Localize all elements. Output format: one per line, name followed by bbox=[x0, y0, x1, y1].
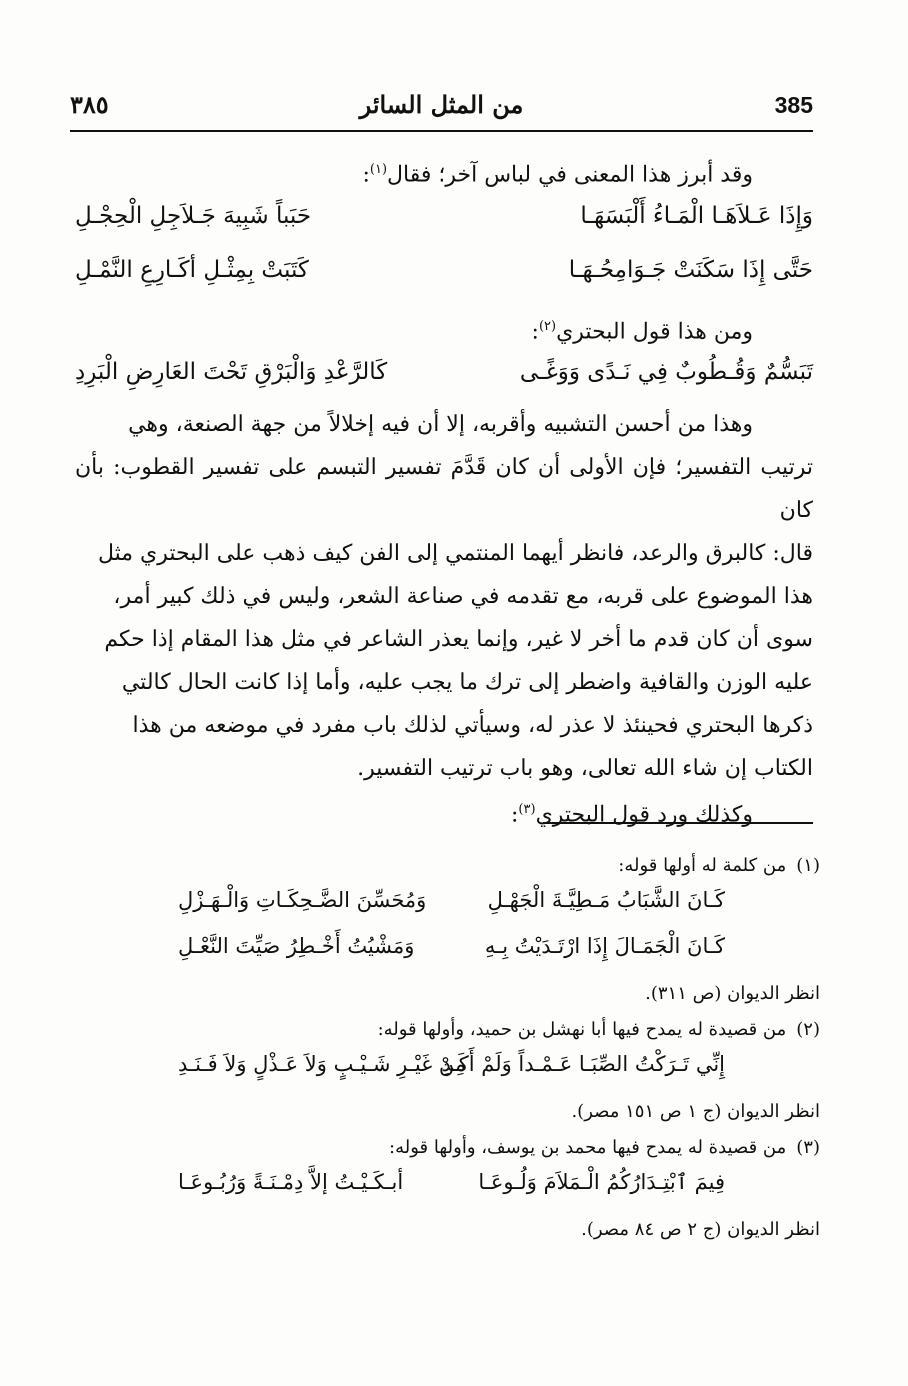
footnotes bbox=[88, 848, 820, 1248]
hemistich-first: كَـانَ الشَّبَابُ مَـطِيَّـةَ الْجَهْـلِ bbox=[487, 888, 725, 912]
hemistich-second: كَتَبَتْ بِمِثْـلِ أكَـارِعِ النَّمْـلِ bbox=[75, 257, 309, 284]
footnote-2: (٢)من قصيدة له يمدح فيها أبا نهشل بن حميد، وأولها قوله: bbox=[88, 1012, 820, 1048]
hemistich-second: كَالرَّعْدِ وَالْبَرْقِ تَحْتَ العَارِضِ الْبَرِدِ bbox=[75, 358, 388, 385]
prose-line: وهذا من أحسن التشبيه وأقربه، إلا أن فيه إخلالاً من جهة الصنعة، وهي bbox=[128, 411, 753, 437]
footnote-marker-1[interactable]: (١) bbox=[369, 162, 388, 177]
hemistich-second: وَمُحَسِّنَ الضَّـحِكَـاتِ وَالْـهَـزْلِ bbox=[178, 888, 427, 912]
footnote-3: (٣)من قصيدة له يمدح فيها محمد بن يوسف، وأولها قوله: bbox=[88, 1130, 820, 1166]
prose-line: الكتاب إن شاء الله تعالى، وهو باب ترتيب التفسير. bbox=[357, 755, 813, 781]
prose-line: هذا الموضوع على قربه، مع تقدمه في صناعة الشعر، وليس في ذلك كبير أمر، bbox=[113, 583, 813, 609]
footnote-marker-3[interactable]: (٣) bbox=[518, 801, 536, 817]
footnote-1-verse-b bbox=[88, 930, 820, 976]
page-header bbox=[70, 88, 813, 128]
prose-line: سوى أن كان قدم ما أخر لا غير، وإنما يعذر الشاعر في مثل هذا المقام إذا حكم bbox=[104, 626, 813, 652]
hemistich-first: تَبَسُّمٌ وَقُـطُوبٌ فِي نَـدًى وَوَغًـى bbox=[519, 358, 813, 385]
footnote-1: (١)من كلمة له أولها قوله: bbox=[88, 848, 820, 884]
prose-paragraph bbox=[75, 403, 813, 790]
header-rule bbox=[70, 130, 813, 132]
footnote-2-verse bbox=[88, 1048, 820, 1094]
footnote-number: (٢) bbox=[796, 1019, 820, 1040]
prose-line: عليه الوزن والقافية واضطر إلى ترك ما يجب عليه، وأما إذا كانت الحال كالتي bbox=[121, 669, 813, 695]
footnote-marker-2[interactable]: (٢) bbox=[538, 319, 557, 335]
footnote-number: (٣) bbox=[796, 1137, 820, 1158]
footnote-number: (١) bbox=[796, 855, 820, 876]
verse-1 bbox=[75, 203, 813, 245]
page-number-arabic: ٣٨٥ bbox=[70, 90, 109, 119]
intro-line-3: وكذلك ورد قول البحتري$^{(٣)}$: bbox=[511, 801, 753, 827]
running-title: من المثل السائر bbox=[359, 90, 524, 119]
prose-line: ترتيب التفسير؛ فإن الأولى أن كان قَدَّمَ تفسير التبسم على تفسير القطوب: بأن كان bbox=[75, 454, 813, 523]
intro-line-2: ومن هذا قول البحتري$^{(٢)}$: bbox=[531, 319, 753, 345]
footnote-3-verse bbox=[88, 1166, 820, 1212]
verse-3 bbox=[75, 359, 813, 401]
hemistich-first: فِيمَ ٱبْتِـدَارُكُمُ الْـمَلاَمَ وَلُـوعَـا bbox=[478, 1170, 725, 1194]
footnote-1-reference: انظر الديوان (ص ٣١١). bbox=[645, 983, 820, 1004]
footnote-3-reference: انظر الديوان (ج ٢ ص ٨٤ مصر). bbox=[581, 1219, 820, 1240]
hemistich-first: كَـانَ الْجَمَـالَ إِذَا ارْتَـدَيْتُ بِـهِ bbox=[484, 934, 725, 958]
main-text bbox=[75, 150, 813, 835]
hemistich-second: مِنْ غَيْـرِ شَـيْـبٍ وَلاَ عَـذْلٍ وَلاَ فَـنَـدِ bbox=[178, 1052, 467, 1076]
hemistich-second: أبـكَـيْـتُ إلاَّ دِمْـنَـةً وَرُبُـوعَـا bbox=[178, 1170, 404, 1194]
page-number-latin: 385 bbox=[774, 92, 813, 118]
prose-line: قال: كالبرق والرعد، فانظر أيهما المنتمي إلى الفن كيف ذهب على البحتري مثل bbox=[97, 540, 813, 566]
footnote-2-reference: انظر الديوان (ج ١ ص ١٥١ مصر). bbox=[571, 1101, 820, 1122]
hemistich-first: إِنِّي تَـرَكْتُ الصِّبَـا عَـمْـداً وَلَمْ أَكَـدِ bbox=[441, 1052, 725, 1076]
hemistich-second: وَمَشْيُتُ أَخْـطِرُ صَيِّتَ النَّعْـلِ bbox=[178, 934, 415, 958]
prose-line: ذكرها البحتري فحينئذ لا عذر له، وسيأتي لذلك باب مفرد في موضعه من هذا bbox=[132, 712, 813, 738]
footnote-separator bbox=[543, 822, 813, 824]
hemistich-second: حَبَباً شَبِيهَ جَـلاَجِلِ الْحِجْـلِ bbox=[75, 203, 312, 230]
verse-2 bbox=[75, 257, 813, 299]
hemistich-first: حَتَّى إِذَا سَكَنَتْ جَـوَامِحُـهَـا bbox=[568, 257, 813, 284]
footnote-1-verse-a bbox=[88, 884, 820, 930]
hemistich-first: وَإِذَا عَـلاَهَـا الْمَـاءُ أَلْبَسَهَـا bbox=[580, 203, 813, 230]
intro-line-1: وقد أبرز هذا المعنى في لباس آخر؛ فقال$^{(١)}$: bbox=[362, 162, 753, 188]
